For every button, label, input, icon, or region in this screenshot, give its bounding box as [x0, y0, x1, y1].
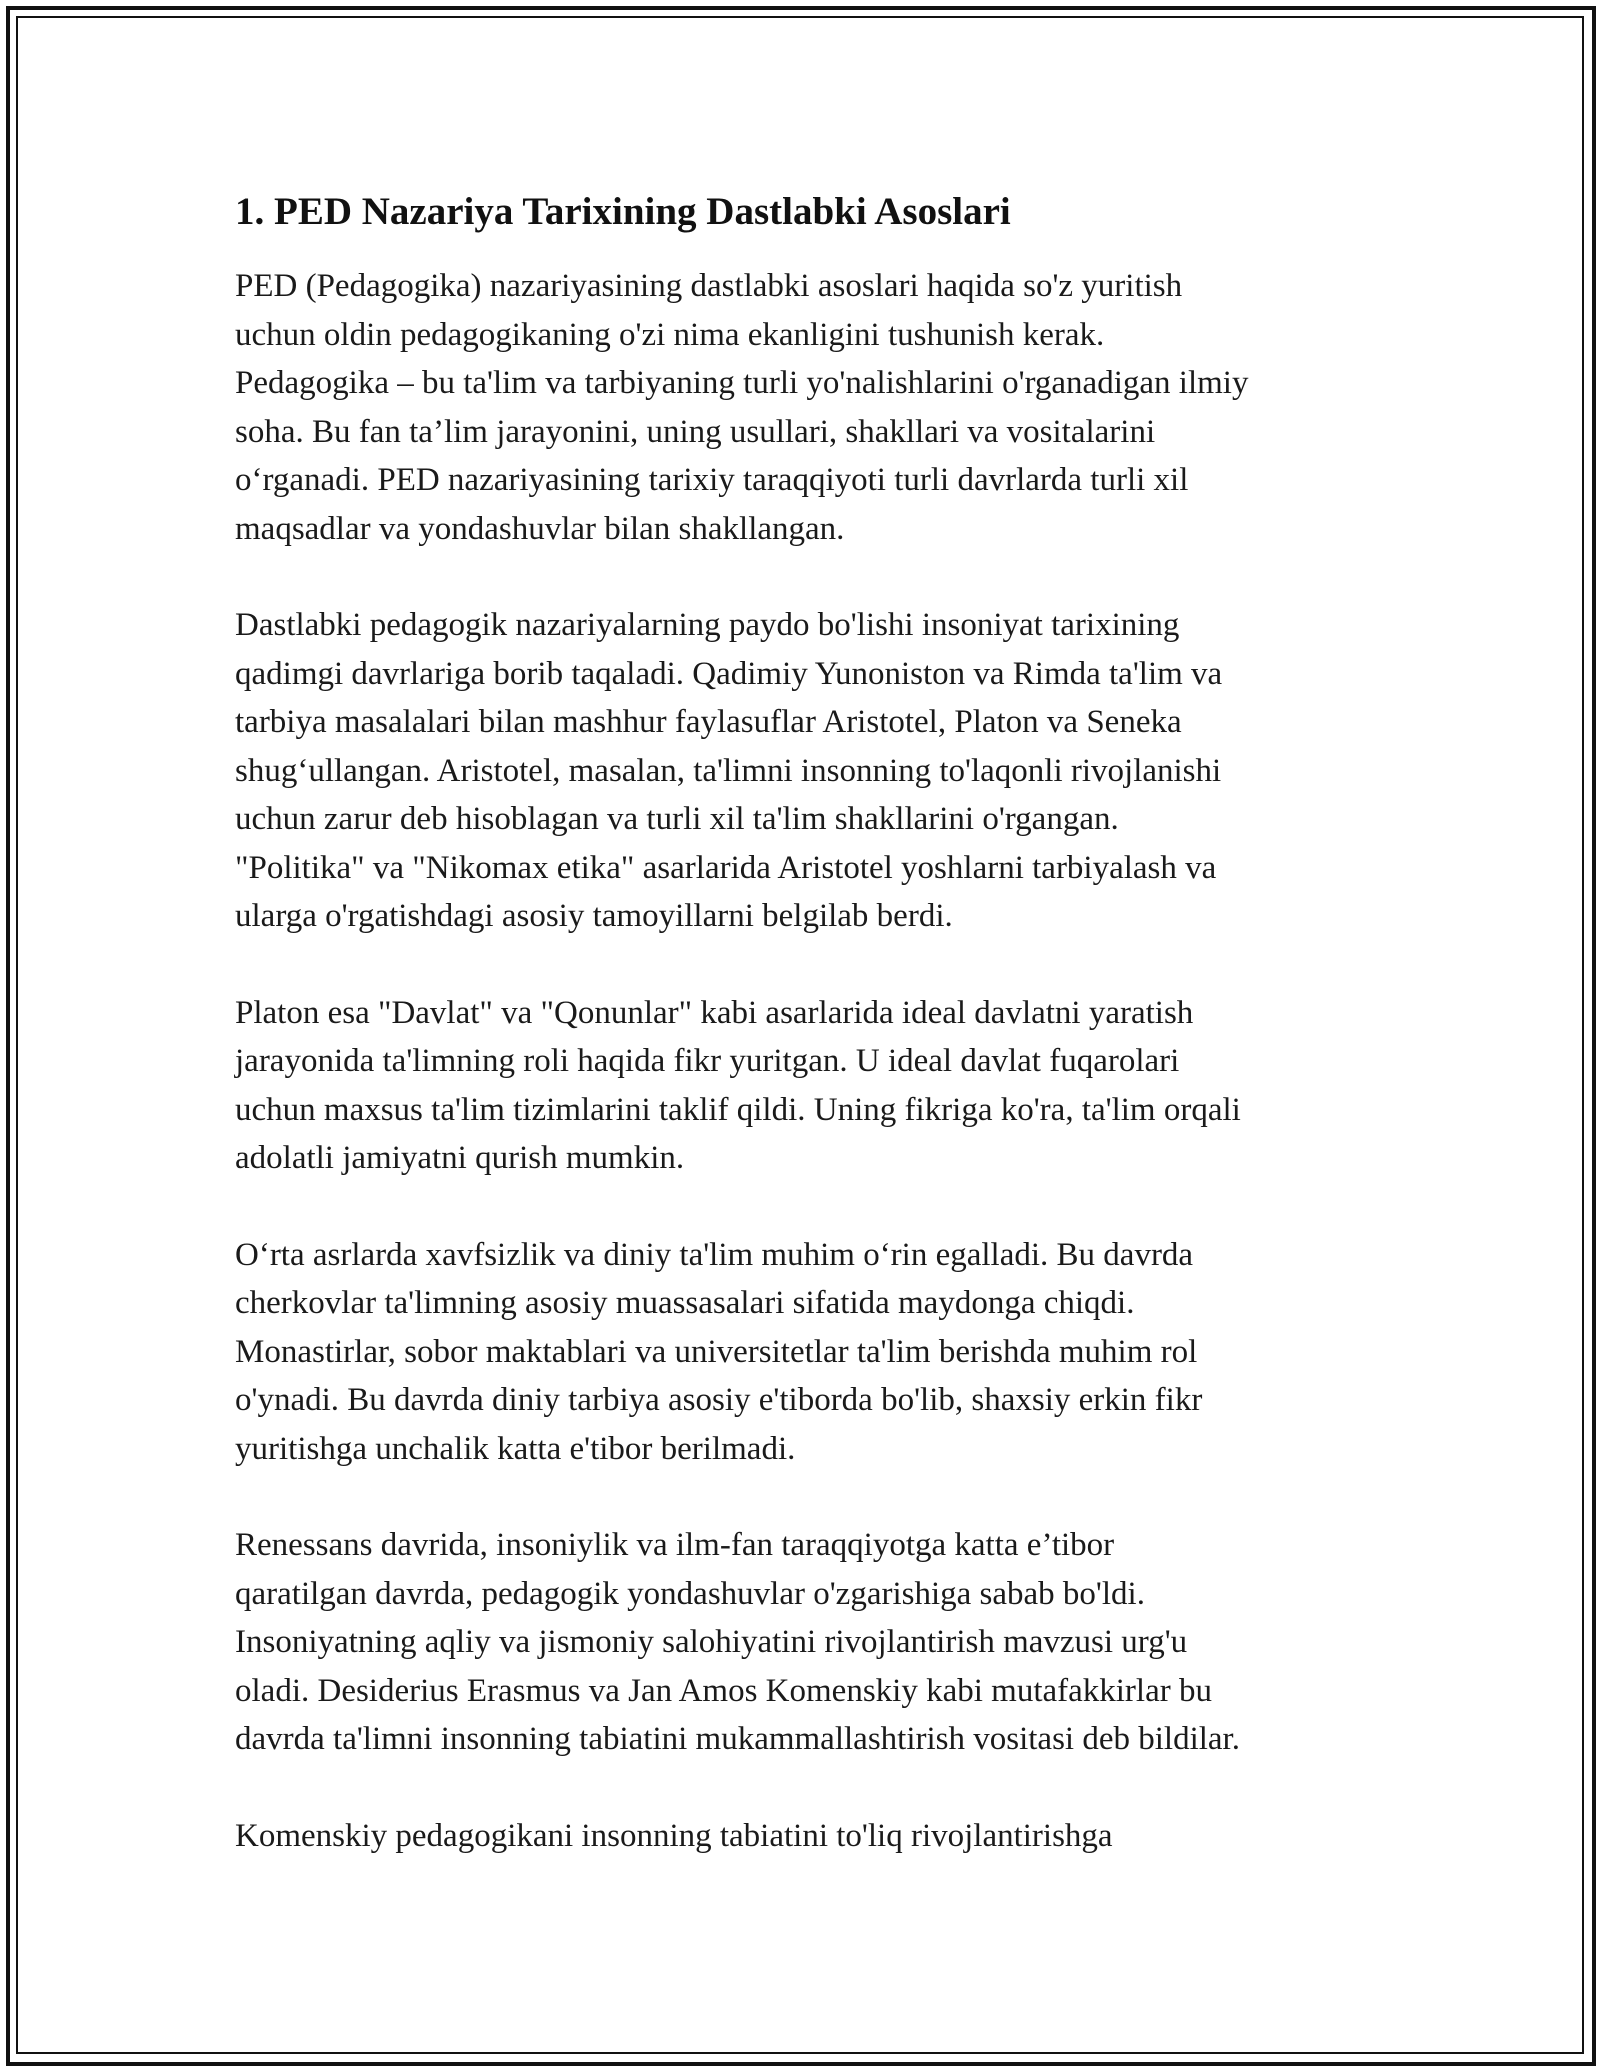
text-line: davrda ta'limni insonning tabiatini mukammallashtirish vositasi deb bildilar.	[235, 1721, 1240, 1757]
text-line: O‘rta asrlarda xavfsizlik va diniy ta'lim muhim o‘rin egalladi. Bu davrda	[235, 1236, 1194, 1273]
text-line: Pedagogika – bu ta'lim va tarbiyaning turli yo'nalishlarini o'rganadigan ilmiy	[235, 365, 1249, 401]
text-line: Monastirlar, sobor maktablari va universitetlar ta'lim berishda muhim rol	[235, 1333, 1198, 1370]
text-line: Renessans davrida, insoniylik va ilm-fan taraqqiyotga katta e’tibor	[235, 1527, 1115, 1563]
text-line: yuritishga unchalik katta e'tibor berilmadi.	[235, 1430, 796, 1467]
text-line: qaratilgan davrda, pedagogik yondashuvlar o'zgarishiga sabab bo'ldi.	[235, 1575, 1145, 1612]
text-line: uchun oldin pedagogikaning o'zi nima ekanligini tushunish kerak.	[235, 316, 1105, 353]
text-line: qadimgi davrlariga borib taqaladi. Qadimiy Yunoniston va Rimda ta'lim va	[235, 655, 1223, 692]
text-line: jarayonida ta'limning roli haqida fikr yuritgan. U ideal davlat fuqarolari	[235, 1043, 1180, 1079]
text-line: shug‘ullangan. Aristotel, masalan, ta'limni insonning to'laqonli rivojlanishi	[235, 752, 1222, 789]
text-line: o'ynadi. Bu davrda diniy tarbiya asosiy e'tiborda bo'lib, shaxsiy erkin fikr	[235, 1382, 1203, 1418]
text-line: tarbiya masalalari bilan mashhur faylasuflar Aristotel, Platon va Seneka	[235, 704, 1182, 740]
paragraph-5	[235, 1521, 1375, 1764]
text-line: cherkovlar ta'limning asosiy muassasalari sifatida maydonga chiqdi.	[235, 1285, 1135, 1321]
paragraph-3	[235, 989, 1375, 1183]
paragraph-1	[235, 262, 1375, 553]
document-body	[235, 186, 1375, 1908]
text-line: adolatli jamiyatni qurish mumkin.	[235, 1140, 685, 1176]
text-line: Dastlabki pedagogik nazariyalarning paydo bo'lishi insoniyat tarixining	[235, 607, 1180, 643]
paragraph-4	[235, 1231, 1375, 1474]
text-line: maqsadlar va yondashuvlar bilan shakllangan.	[235, 510, 845, 547]
text-line: "Politika" va "Nikomax etika" asarlarida Aristotel yoshlarni tarbiyalash va	[235, 849, 1217, 886]
text-line: Insoniyatning aqliy va jismoniy salohiyatini rivojlantirish mavzusi urg'u	[235, 1624, 1188, 1660]
text-line: uchun zarur deb hisoblagan va turli xil ta'lim shakllarini o'rgangan.	[235, 801, 1119, 837]
paragraph-6	[235, 1812, 1375, 1861]
paragraph-2	[235, 601, 1375, 941]
text-line: o‘rganadi. PED nazariyasining tarixiy taraqqiyoti turli davrlarda turli xil	[235, 462, 1189, 498]
text-line: PED (Pedagogika) nazariyasining dastlabki asoslari haqida so'z yuritish	[235, 268, 1183, 304]
section-heading: 1. PED Nazariya Tarixining Dastlabki Asoslari	[235, 190, 1011, 233]
text-line: Komenskiy pedagogikani insonning tabiatini to'liq rivojlantirishga	[235, 1817, 1113, 1854]
text-line: ularga o'rgatishdagi asosiy tamoyillarni belgilab berdi.	[235, 898, 953, 934]
text-line: Platon esa "Davlat" va "Qonunlar" kabi asarlarida ideal davlatni yaratish	[235, 994, 1194, 1031]
text-line: soha. Bu fan ta’lim jarayonini, uning usullari, shakllari va vositalarini	[235, 413, 1156, 450]
text-line: uchun maxsus ta'lim tizimlarini taklif qildi. Uning fikriga ko'ra, ta'lim orqali	[235, 1091, 1241, 1128]
text-line: oladi. Desiderius Erasmus va Jan Amos Komenskiy kabi mutafakkirlar bu	[235, 1672, 1212, 1709]
